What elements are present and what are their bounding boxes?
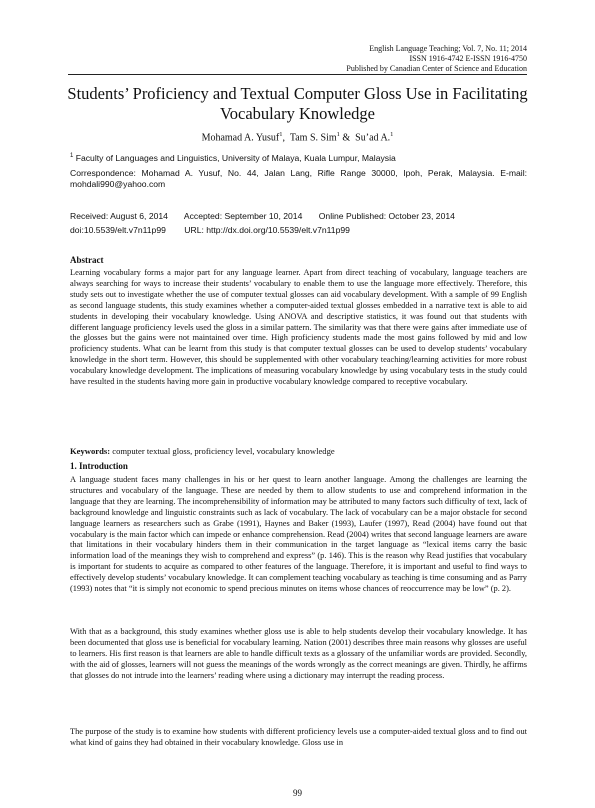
author-affiliation-mark: 1 bbox=[279, 131, 283, 138]
abstract-section bbox=[70, 255, 527, 388]
author-affiliation-mark: 1 bbox=[390, 131, 394, 138]
accepted-date: Accepted: September 10, 2014 bbox=[183, 211, 303, 221]
affiliation-mark: 1 bbox=[70, 153, 74, 159]
author-list: Mohamad A. Yusuf$^1$, Tam S. Sim$^1$ & Su’ad A.$^1$ bbox=[201, 131, 394, 144]
issn-line: ISSN 1916-4742 E-ISSN 1916-4750 bbox=[409, 54, 527, 63]
affiliation bbox=[70, 151, 527, 164]
published-date: Online Published: October 23, 2014 bbox=[318, 211, 455, 221]
page-number: 99 bbox=[293, 788, 302, 798]
abstract-heading: Abstract bbox=[70, 255, 104, 265]
author-name: Su’ad A. bbox=[355, 132, 391, 144]
keywords-text: computer textual gloss, proficiency level, vocabulary knowledge bbox=[112, 446, 335, 456]
keywords bbox=[70, 446, 527, 457]
journal-citation: English Language Teaching; Vol. 7, No. 11; 2014 bbox=[369, 44, 527, 53]
article-url: URL: http://dx.doi.org/10.5539/elt.v7n11p99 bbox=[184, 225, 350, 235]
paragraph: With that as a background, this study examines whether gloss use is able to help students develop their vocabulary knowledge. It has been documented that gloss use is beneficial for vocabulary learning. Nation (2001) describes three main reasons why glosses are useful to learners. His first reason is that learners are able to handle difficult texts as a glossary of the unfamiliar words are provided. Secondly, with the aid of glosses, learners will not guess the meanings of the words wrongly as the correct meanings are given. Thirdly, he affirms that glosses do not intrude into the learners’ reading where using a dictionary may interrupt the reading process. bbox=[70, 627, 527, 680]
introduction-section bbox=[70, 461, 527, 595]
doi-line bbox=[70, 225, 527, 236]
header-divider bbox=[68, 74, 527, 75]
paragraph: The purpose of the study is to examine how students with different proficiency levels use a computer-aided textual gloss and to find out what kind of gains they had obtained in their vocabulary knowledge. Gloss use in bbox=[70, 727, 527, 747]
publication-dates bbox=[70, 211, 527, 222]
abstract-text: Learning vocabulary forms a major part for any language learner. Apart from direct teaching of vocabulary, language teachers are always searching for ways to increase their students’ vocabulary to enable them to use the language more effectively. Therefore, this study sets out to investigate whether the use of computer textual glosses can aid vocabulary development. With a sample of 99 English as second language students, this study examines whether a computer-aided textual glosses embedded in a narrative text is able to aid students in developing their vocabulary knowledge. Using ANOVA and descriptive statistics, it was found out that students with different language proficiency levels used the gloss in a similar pattern. The similarity was that there were gains after immediate use of the glosses but the gains were not maintained over time. High proficiency students made the most gains followed by mid and low proficiency students. What can be learnt from this study is that computer textual glosses can be used to develop students’ vocabulary knowledge in the short term. However, this should be supplemented with other vocabulary teaching/learning activities for more robust vocabulary knowledge development. The implications of measuring vocabulary knowledge by using vocabulary tests in the study could have resulted in the students having more gain in productive vocabulary knowledge compared to receptive vocabulary. bbox=[70, 268, 527, 387]
received-date: Received: August 6, 2014 bbox=[70, 211, 168, 221]
paragraph: A language student faces many challenges in his or her quest to learn another language. Among the challenges are learning the structures and vocabulary of the language. These are needed by them to allow students to use and comprehend information in the language that they are learning. The incomprehensibility of information may be attributed to many factors such difficulty of text, lack of background knowledge and linguistic constraints such as lack of vocabulary. The lack of vocabulary can be a major obstacle for second language learners as researchers such as Grabe (1991), Haynes and Baker (1993), Laufer (1997), Read (2004) have found out that vocabulary is the main factor which can impede or enhance comprehension. Read (2004) writes that second language learners are aware that limitations in their vocabulary hinders them in their communication in the target language as “lexical items carry the basic information load of the meanings they wish to comprehend and express” (p. 146). This is the reason why Read justifies that vocabulary is important for students to acquire as compared to other features of the language. Therefore, it is important and useful to find ways to effectively develop students’ vocabulary knowledge. It can complement teaching vocabulary as teaching is time consuming and as Parry (1993) notes that “it is simply not economic to spend precious minutes on items whose chances of reoccurrence may be low” (p. 2). bbox=[70, 475, 527, 594]
author-affiliation-mark: 1 bbox=[336, 131, 340, 138]
article-title: Students’ Proficiency and Textual Computer Gloss Use in Facilitating Vocabulary Knowledge bbox=[67, 84, 528, 123]
affiliation-text: Faculty of Languages and Linguistics, University of Malaya, Kuala Lumpur, Malaysia bbox=[75, 152, 396, 163]
publisher-line: Published by Canadian Center of Science and Education bbox=[346, 64, 527, 73]
author-name: Tam S. Sim bbox=[289, 132, 337, 144]
keywords-label: Keywords: bbox=[70, 446, 111, 456]
doi: doi:10.5539/elt.v7n11p99 bbox=[70, 225, 166, 235]
author-name: Mohamad A. Yusuf bbox=[201, 132, 280, 144]
journal-header bbox=[346, 44, 527, 74]
correspondence: Correspondence: Mohamad A. Yusuf, No. 44, Jalan Lang, Rifle Range 30000, Ipoh, Perak, Malaysia. E-mail: mohdali990@yahoo.com bbox=[70, 168, 527, 189]
introduction-heading: 1. Introduction bbox=[70, 461, 128, 471]
